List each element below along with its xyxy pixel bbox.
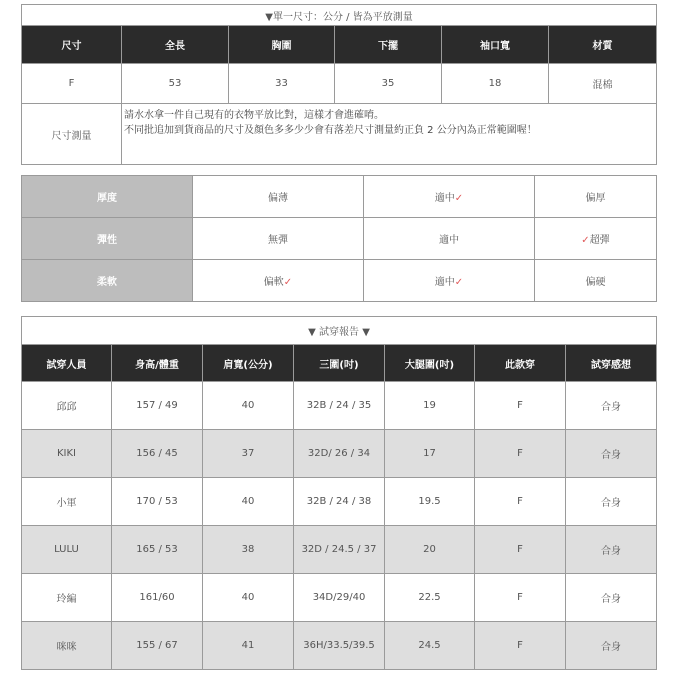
attribute-option: 適中 (364, 218, 535, 260)
feedback: 合身 (566, 478, 657, 526)
height-weight-header: 身高/體重 (112, 345, 203, 382)
size-worn: F (475, 526, 566, 574)
table-row (22, 478, 657, 526)
check-icon: ✓ (454, 193, 464, 204)
height-weight: 157 / 49 (112, 382, 203, 430)
check-icon: ✓ (283, 277, 293, 288)
attribute-option: 適中✓ (364, 260, 535, 302)
size-table-title: ▼單一尺寸：公分 / 皆為平放測量 (22, 5, 657, 26)
cuff-value: 18 (442, 64, 549, 104)
attribute-option: 偏薄 (193, 176, 364, 218)
measurements: 32B / 24 / 35 (294, 382, 385, 430)
size-worn: F (475, 574, 566, 622)
feedback-header: 試穿感想 (566, 345, 657, 382)
elasticity-label: 彈性 (22, 218, 193, 260)
height-weight: 165 / 53 (112, 526, 203, 574)
shoulder-width: 40 (203, 382, 294, 430)
shoulder-width: 38 (203, 526, 294, 574)
thigh: 19.5 (385, 478, 475, 526)
measure-label: 尺寸測量 (22, 104, 122, 165)
thigh: 22.5 (385, 574, 475, 622)
fit-report-table (21, 316, 657, 670)
tester-header: 試穿人員 (22, 345, 112, 382)
material-header: 材質 (549, 26, 657, 64)
tester-name: 邱邱 (22, 382, 112, 430)
measurements: 36H/33.5/39.5 (294, 622, 385, 670)
size-worn: F (475, 478, 566, 526)
measurements: 32B / 24 / 38 (294, 478, 385, 526)
attribute-option: 無彈 (193, 218, 364, 260)
thigh-header: 大腿圍(吋) (385, 345, 475, 382)
feedback: 合身 (566, 430, 657, 478)
chest-value: 33 (229, 64, 335, 104)
measure-note (122, 104, 657, 165)
cuff-header: 袖口寬 (442, 26, 549, 64)
thigh: 20 (385, 526, 475, 574)
table-row (22, 574, 657, 622)
material-value: 混棉 (549, 64, 657, 104)
measurements-header: 三圍(吋) (294, 345, 385, 382)
attribute-row (22, 176, 657, 218)
attribute-table (21, 175, 657, 302)
shoulder-width: 40 (203, 478, 294, 526)
attribute-option: 偏硬 (535, 260, 657, 302)
table-row (22, 622, 657, 670)
size-worn-header: 此款穿 (475, 345, 566, 382)
size-header: 尺寸 (22, 26, 122, 64)
feedback: 合身 (566, 526, 657, 574)
tester-name: KIKI (22, 430, 112, 478)
size-value: F (22, 64, 122, 104)
size-table (21, 4, 657, 165)
shoulder-width: 37 (203, 430, 294, 478)
tester-name: 咪咪 (22, 622, 112, 670)
size-worn: F (475, 430, 566, 478)
attribute-option: 偏軟✓ (193, 260, 364, 302)
tester-name: 小軍 (22, 478, 112, 526)
thigh: 19 (385, 382, 475, 430)
height-weight: 170 / 53 (112, 478, 203, 526)
thigh: 17 (385, 430, 475, 478)
attribute-row (22, 218, 657, 260)
feedback: 合身 (566, 382, 657, 430)
hem-header: 下擺 (335, 26, 442, 64)
length-value: 53 (122, 64, 229, 104)
thigh: 24.5 (385, 622, 475, 670)
tester-name: 玲編 (22, 574, 112, 622)
size-worn: F (475, 382, 566, 430)
measurements: 32D / 24.5 / 37 (294, 526, 385, 574)
feedback: 合身 (566, 622, 657, 670)
shoulder-width: 41 (203, 622, 294, 670)
attribute-row (22, 260, 657, 302)
attribute-option: 偏厚 (535, 176, 657, 218)
measure-note-line-1: 請水水拿一件自己現有的衣物平放比對，這樣才會進確唷。 (124, 110, 384, 121)
fit-report-title: ▼ 試穿報告 ▼ (22, 317, 657, 345)
hem-value: 35 (335, 64, 442, 104)
tester-name: LULU (22, 526, 112, 574)
height-weight: 156 / 45 (112, 430, 203, 478)
height-weight: 161/60 (112, 574, 203, 622)
check-icon: ✓ (454, 277, 464, 288)
measurements: 32D/ 26 / 34 (294, 430, 385, 478)
measurements: 34D/29/40 (294, 574, 385, 622)
check-icon: ✓ (581, 235, 590, 246)
table-row (22, 526, 657, 574)
height-weight: 155 / 67 (112, 622, 203, 670)
attribute-option: ✓超彈 (535, 218, 657, 260)
softness-label: 柔軟 (22, 260, 193, 302)
feedback: 合身 (566, 574, 657, 622)
chest-header: 胸圍 (229, 26, 335, 64)
shoulder-header: 肩寬(公分) (203, 345, 294, 382)
table-row (22, 382, 657, 430)
table-row (22, 430, 657, 478)
measure-note-line-2: 不同批追加到貨商品的尺寸及顏色多多少少會有落差尺寸測量約正負 2 公分內為正常範圍喔！ (124, 125, 537, 136)
length-header: 全長 (122, 26, 229, 64)
thickness-label: 厚度 (22, 176, 193, 218)
shoulder-width: 40 (203, 574, 294, 622)
attribute-option: 適中✓ (364, 176, 535, 218)
size-worn: F (475, 622, 566, 670)
